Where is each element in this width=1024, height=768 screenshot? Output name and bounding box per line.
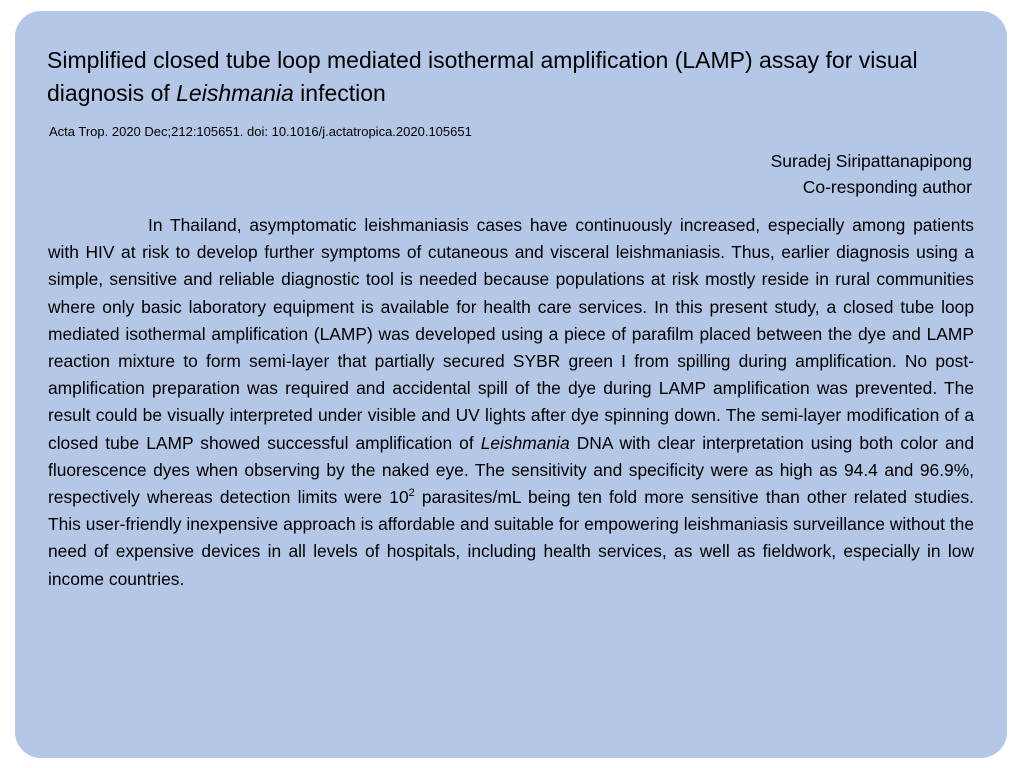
abstract-part-3: parasites/mL being ten fold more sensitive than other related studies. This user-friendly inexpensive approach is affordable and suitable for empowering leishmaniasis surveillance without the need of expensive devices in all levels of hospitals, including health services, as well as fieldwork, especially in low income countries. xyxy=(48,487,974,589)
author-role: Co-responding author xyxy=(802,177,972,197)
slide-panel xyxy=(15,11,1007,758)
abstract xyxy=(48,212,974,593)
title-italic-genus: Leishmania xyxy=(176,80,294,106)
abstract-superscript: 2 xyxy=(408,487,415,500)
author-name: Suradej Siripattanapipong xyxy=(770,151,972,171)
author-block xyxy=(771,148,972,200)
title-text-end: infection xyxy=(293,80,386,106)
title-text: Simplified closed tube loop mediated isothermal amplification (LAMP) assay for visual diagnosis of xyxy=(47,47,918,106)
paper-title xyxy=(47,44,992,110)
abstract-part-2: DNA with clear interpretation using both color and fluorescence dyes when observing by the naked eye. The sensitivity and specificity were as high as 94.4 and 96.9%, respectively whereas detection limits were 10 xyxy=(48,432,974,508)
abstract-italic-genus: Leishmania xyxy=(480,432,570,453)
abstract-part-1: In Thailand, asymptomatic leishmaniasis cases have continuously increased, especially among patients with HIV at risk to develop further symptoms of cutaneous and visceral leishmaniasis. Thus, earlier diagnosis using a simple, sensitive and reliable diagnostic tool is needed because populations at risk mostly reside in rural communities where only basic laboratory equipment is available for health care services. In this present study, a closed tube loop mediated isothermal amplification (LAMP) was developed using a piece of parafilm placed between the dye and LAMP reaction mixture to form semi-layer that partially secured SYBR green I from spilling during amplification. No post-amplification preparation was required and accidental spill of the dye during LAMP amplification was prevented. The result could be visually interpreted under visible and UV lights after dye spinning down. The semi-layer modification of a closed tube LAMP showed successful amplification of xyxy=(48,215,974,453)
citation: Acta Trop. 2020 Dec;212:105651. doi: 10.1016/j.actatropica.2020.105651 xyxy=(49,124,472,139)
